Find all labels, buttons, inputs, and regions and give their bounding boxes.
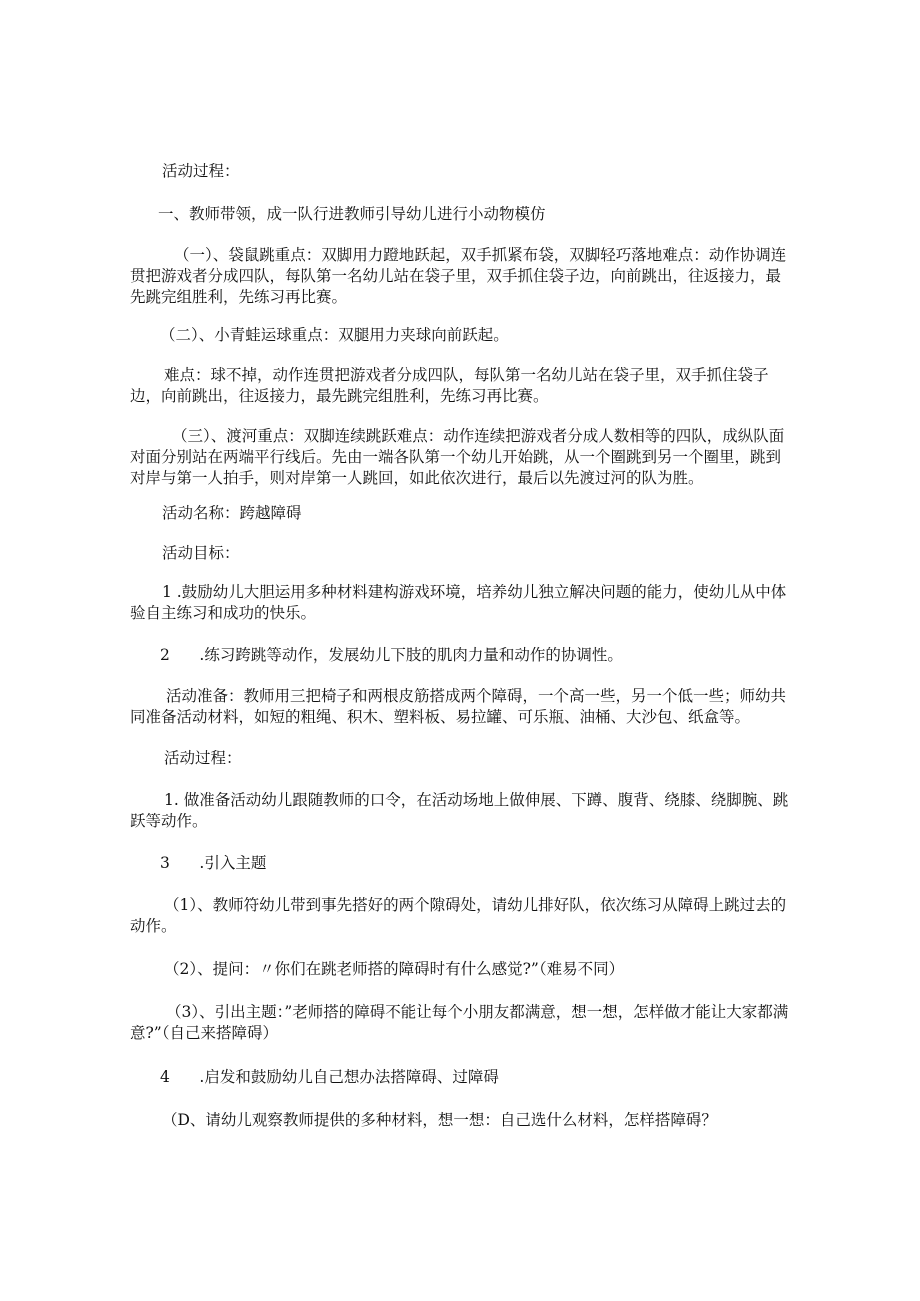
activity-name: 活动名称：跨越障碍 <box>162 504 302 522</box>
step-inspire: 4 .启发和鼓励幼儿自己想办法搭障碍、过障碍 <box>160 1068 499 1086</box>
paragraph-kangaroo-jump: （一）、袋鼠跳重点：双脚用力蹬地跃起，双手抓紧布袋，双脚轻巧落地难点：动作协调连贯把游戏者分成四队，每队第一名幼儿站在袋子里，双手抓住袋子边，向前跳出，往返接力，最先跳完组胜利，先练习再比赛。 <box>130 246 787 306</box>
goal-item-2: 2 .练习跨跳等动作，发展幼儿下肢的肌肉力量和动作的协调性。 <box>160 646 623 664</box>
substep-3: （3）、引出主题：”老师搭的障碍不能让每个小朋友都满意，想一想，怎样做才能让大家都满意?”（自己来搭障碍） <box>130 1003 789 1042</box>
substep-2: （2）、提问：〃你们在跳老师搭的障碍时有什么感觉?”（难易不同） <box>164 960 625 978</box>
substep-1: （1）、教师符幼儿带到事先搭好的两个隙碍处，请幼儿排好队，依次练习从障碍上跳过去的动作。 <box>130 896 787 935</box>
substep-observe: （D、请幼儿观察教师提供的多种材料，想一想：自己选什么材料，怎样搭障碍？ <box>162 1111 717 1129</box>
process-heading: 活动过程： <box>162 162 240 180</box>
process-heading-2: 活动过程： <box>164 749 242 767</box>
paragraph-frog-ball: （二）、小青蛙运球重点：双腿用力夹球向前跃起。 <box>160 326 509 344</box>
paragraph-difficulty: 难点：球不掉，动作连贯把游戏者分成四队，每队第一名幼儿站在袋子里，双手抓住袋子边，向前跳出，往返接力，最先跳完组胜利，先练习再比赛。 <box>130 366 769 405</box>
activity-preparation: 活动准备：教师用三把椅子和两根皮筋搭成两个障碍，一个高一些，另一个低一些；师幼共同准备活动材料，如短的粗绳、积木、塑料板、易拉罐、可乐瓶、油桶、大沙包、纸盒等。 <box>130 687 787 726</box>
paragraph-cross-river: （三）、渡河重点：双脚连续跳跃难点：动作连续把游戏者分成人数相等的四队，成纵队面对面分别站在两端平行线后。先由一端各队第一个幼儿开始跳，从一个圈跳到另一个圈里，跳到对岸与第一人拍手，则对岸第一人跳回，如此依次进行，最后以先渡过河的队为胜。 <box>130 427 785 487</box>
activity-goals-heading: 活动目标： <box>162 544 240 562</box>
paragraph-teacher-lead: 一、教师带领，成一队行进教师引导幼儿进行小动物模仿 <box>158 205 546 223</box>
step-intro-topic: 3 .引入主题 <box>160 854 267 872</box>
step-warmup: 1. 做准备活动幼儿跟随教师的口令，在活动场地上做伸展、下蹲、腹背、绕膝、绕脚腕、跳跃等动作。 <box>130 791 789 830</box>
goal-item-1: 1 .鼓励幼儿大胆运用多种材料建构游戏环境，培养幼儿独立解决问题的能力，使幼儿从中体验自主练习和成功的快乐。 <box>130 583 787 622</box>
